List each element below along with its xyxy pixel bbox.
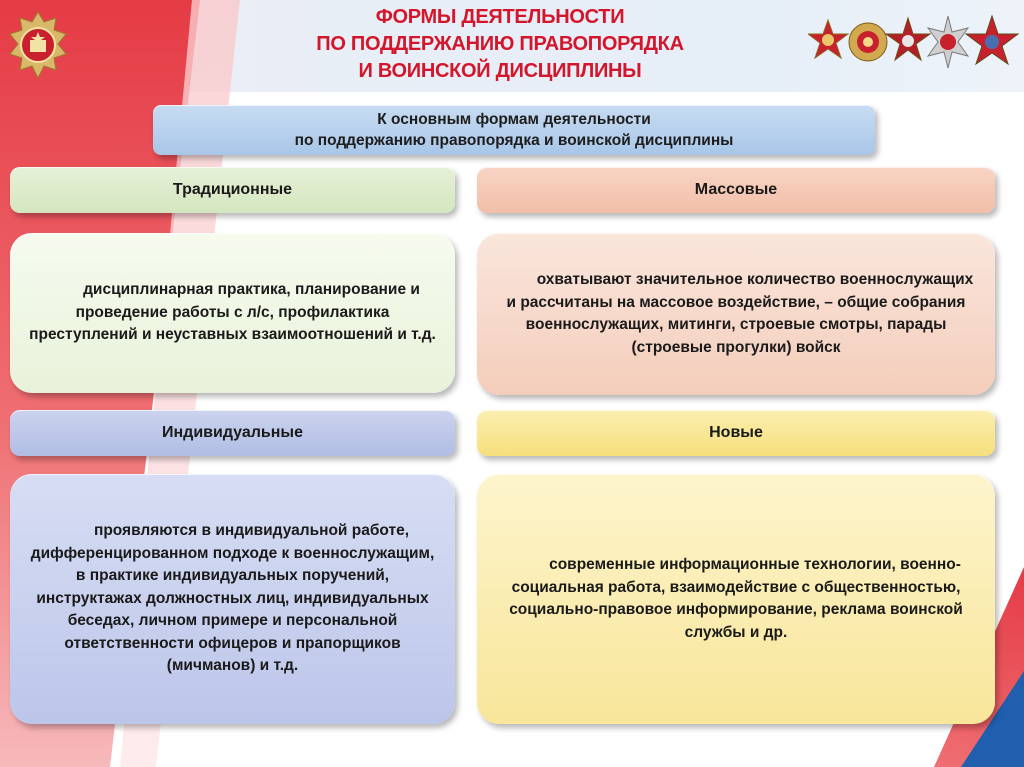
- new-description-box: [477, 474, 995, 724]
- title-line-2: ПО ПОДДЕРЖАНИЮ ПРАВОПОРЯДКА: [316, 33, 684, 55]
- traditional-description: дисциплинарная практика, планирование и проведение работы с л/с, профилактика преступлений и неуставных взаимоотношений и т.д.: [29, 281, 436, 344]
- category-traditional-label: Традиционные: [172, 181, 293, 198]
- category-new-label: Новые: [709, 424, 763, 441]
- mass-description: охватывают значительное количество военнослужащих и рассчитаны на массовое воздействие, – общие собрания военнослужащих, митинги, строевые смотры, парады (строевые прогулки) войск: [506, 271, 974, 356]
- main-box-line-2: по поддержанию правопорядка и воинской дисциплины: [294, 132, 734, 149]
- category-individual: [10, 410, 455, 456]
- title-line-1: ФОРМЫ ДЕЯТЕЛЬНОСТИ: [375, 6, 625, 28]
- traditional-description-box: [10, 233, 455, 393]
- main-forms-box: [153, 105, 875, 155]
- individual-description-box: [10, 474, 455, 724]
- military-orders-icon: [808, 12, 1020, 70]
- military-emblem-icon: [8, 10, 68, 80]
- title-line-3: И ВОИНСКОЙ ДИСЦИПЛИНЫ: [358, 60, 642, 82]
- category-mass: [477, 167, 995, 213]
- page-title: [250, 4, 750, 85]
- mass-description-box: [477, 233, 995, 395]
- category-traditional: [10, 167, 455, 213]
- category-individual-label: Индивидуальные: [162, 424, 303, 441]
- category-mass-label: Массовые: [694, 181, 778, 198]
- main-box-line-1: К основным формам деятельности: [377, 111, 651, 128]
- individual-description: проявляются в индивидуальной работе, дифференцированном подходе к военнослужащим, в практике индивидуальных поручений, инструктажах должностных лиц, индивидуальных беседах, личном примере и персональной ответственности офицеров и прапорщиков (мичманов) и т.д.: [30, 522, 435, 675]
- new-description: современные информационные технологии, военно-социальная работа, взаимодействие с общественностью, социально-правовое информирование, реклама воинской службы и др.: [509, 556, 963, 641]
- category-new: [477, 410, 995, 456]
